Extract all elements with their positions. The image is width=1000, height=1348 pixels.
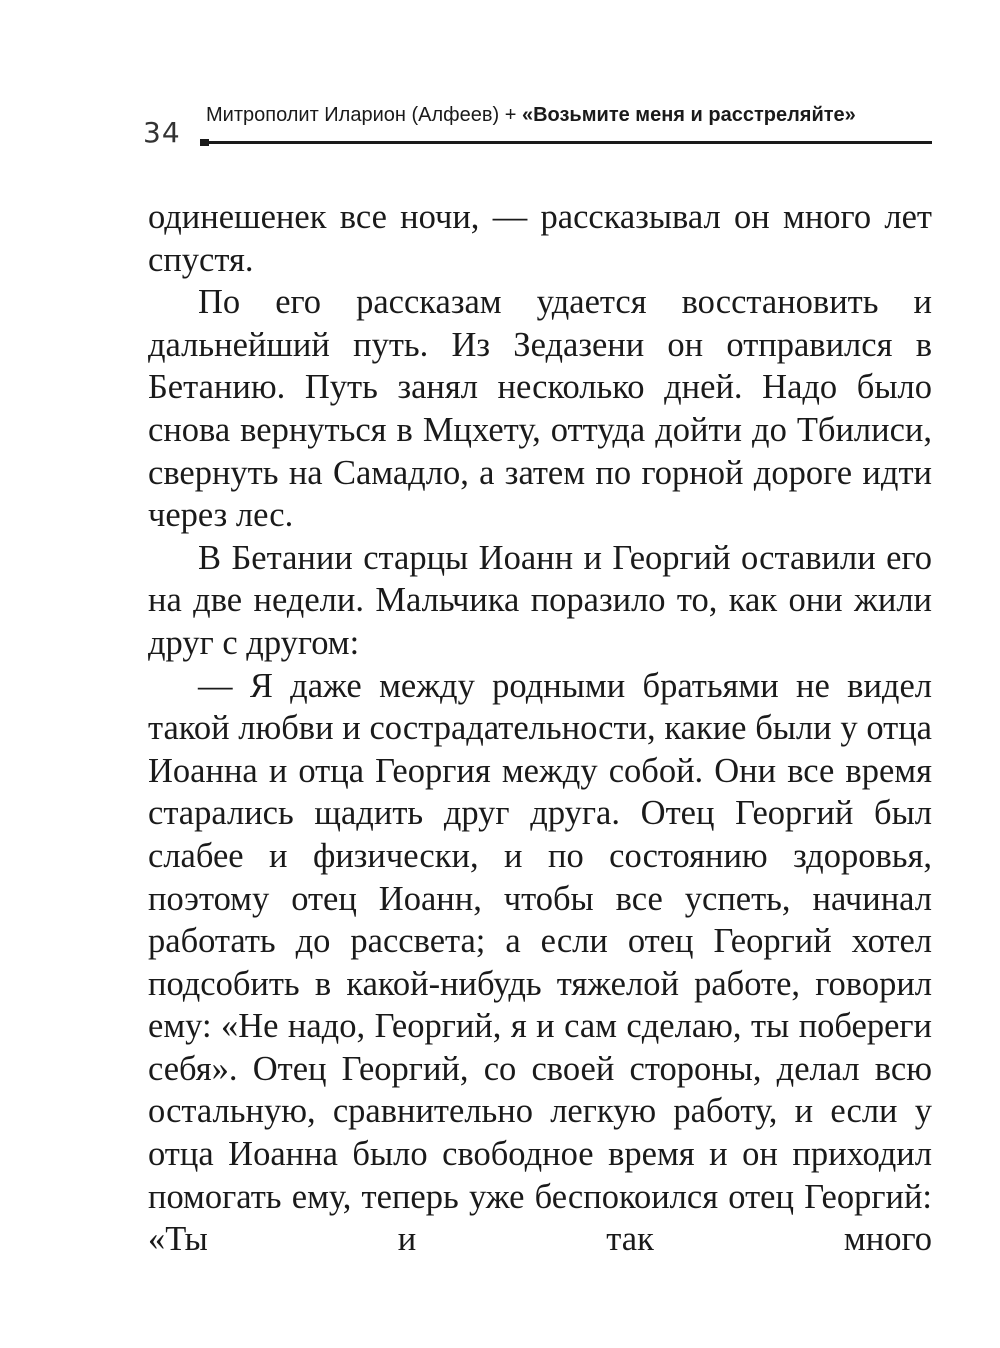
paragraph-quote: — Я даже между родными братьями не видел такой любви и сострадательности, какие были у отца Иоанна и отца Георгия между собой. Они все время старались щадить друг друга. Отец Георгий был слабее и физически, и по состоянию здоровья, поэтому отец Иоанн, чтобы все успеть, начинал работать до рассвета; а если отец Георгий хотел подсобить в какой-нибудь тяжелой работе, говорил ему: «Не надо, Георгий, я и сам сделаю, ты побереги себя». Отец Георгий, со своей стороны, делал всю остальную, сравнительно легкую работу, и если у отца Иоанна было свободное время и он приходил помогать ему, теперь уже беспокоился отец Георгий: «Ты и так много (148, 666, 932, 1259)
body-text (148, 196, 932, 1261)
header-separator: + (504, 104, 517, 126)
paragraph: В Бетании старцы Иоанн и Георгий оставили его на две недели. Мальчика поразило то, как они жили друг с другом: (148, 538, 932, 662)
page-number: 34 (143, 116, 181, 149)
header-author: Митрополит Иларион (Алфеев) (206, 104, 500, 126)
header-rule (208, 141, 932, 144)
header-book-title: «Возьмите меня и расстреляйте» (521, 104, 856, 126)
paragraph-continuation: одинешенек все ночи, — рассказывал он много лет спустя. (148, 198, 932, 279)
running-header (206, 104, 932, 127)
paragraph: По его рассказам удается восстановить и дальнейший путь. Из Зедазени он отправился в Бетанию. Путь занял несколько дней. Надо было снова вернуться в Мцхету, оттуда дойти до Тбилиси, свернуть на Самадло, а затем по горной дороге идти через лес. (148, 283, 932, 535)
